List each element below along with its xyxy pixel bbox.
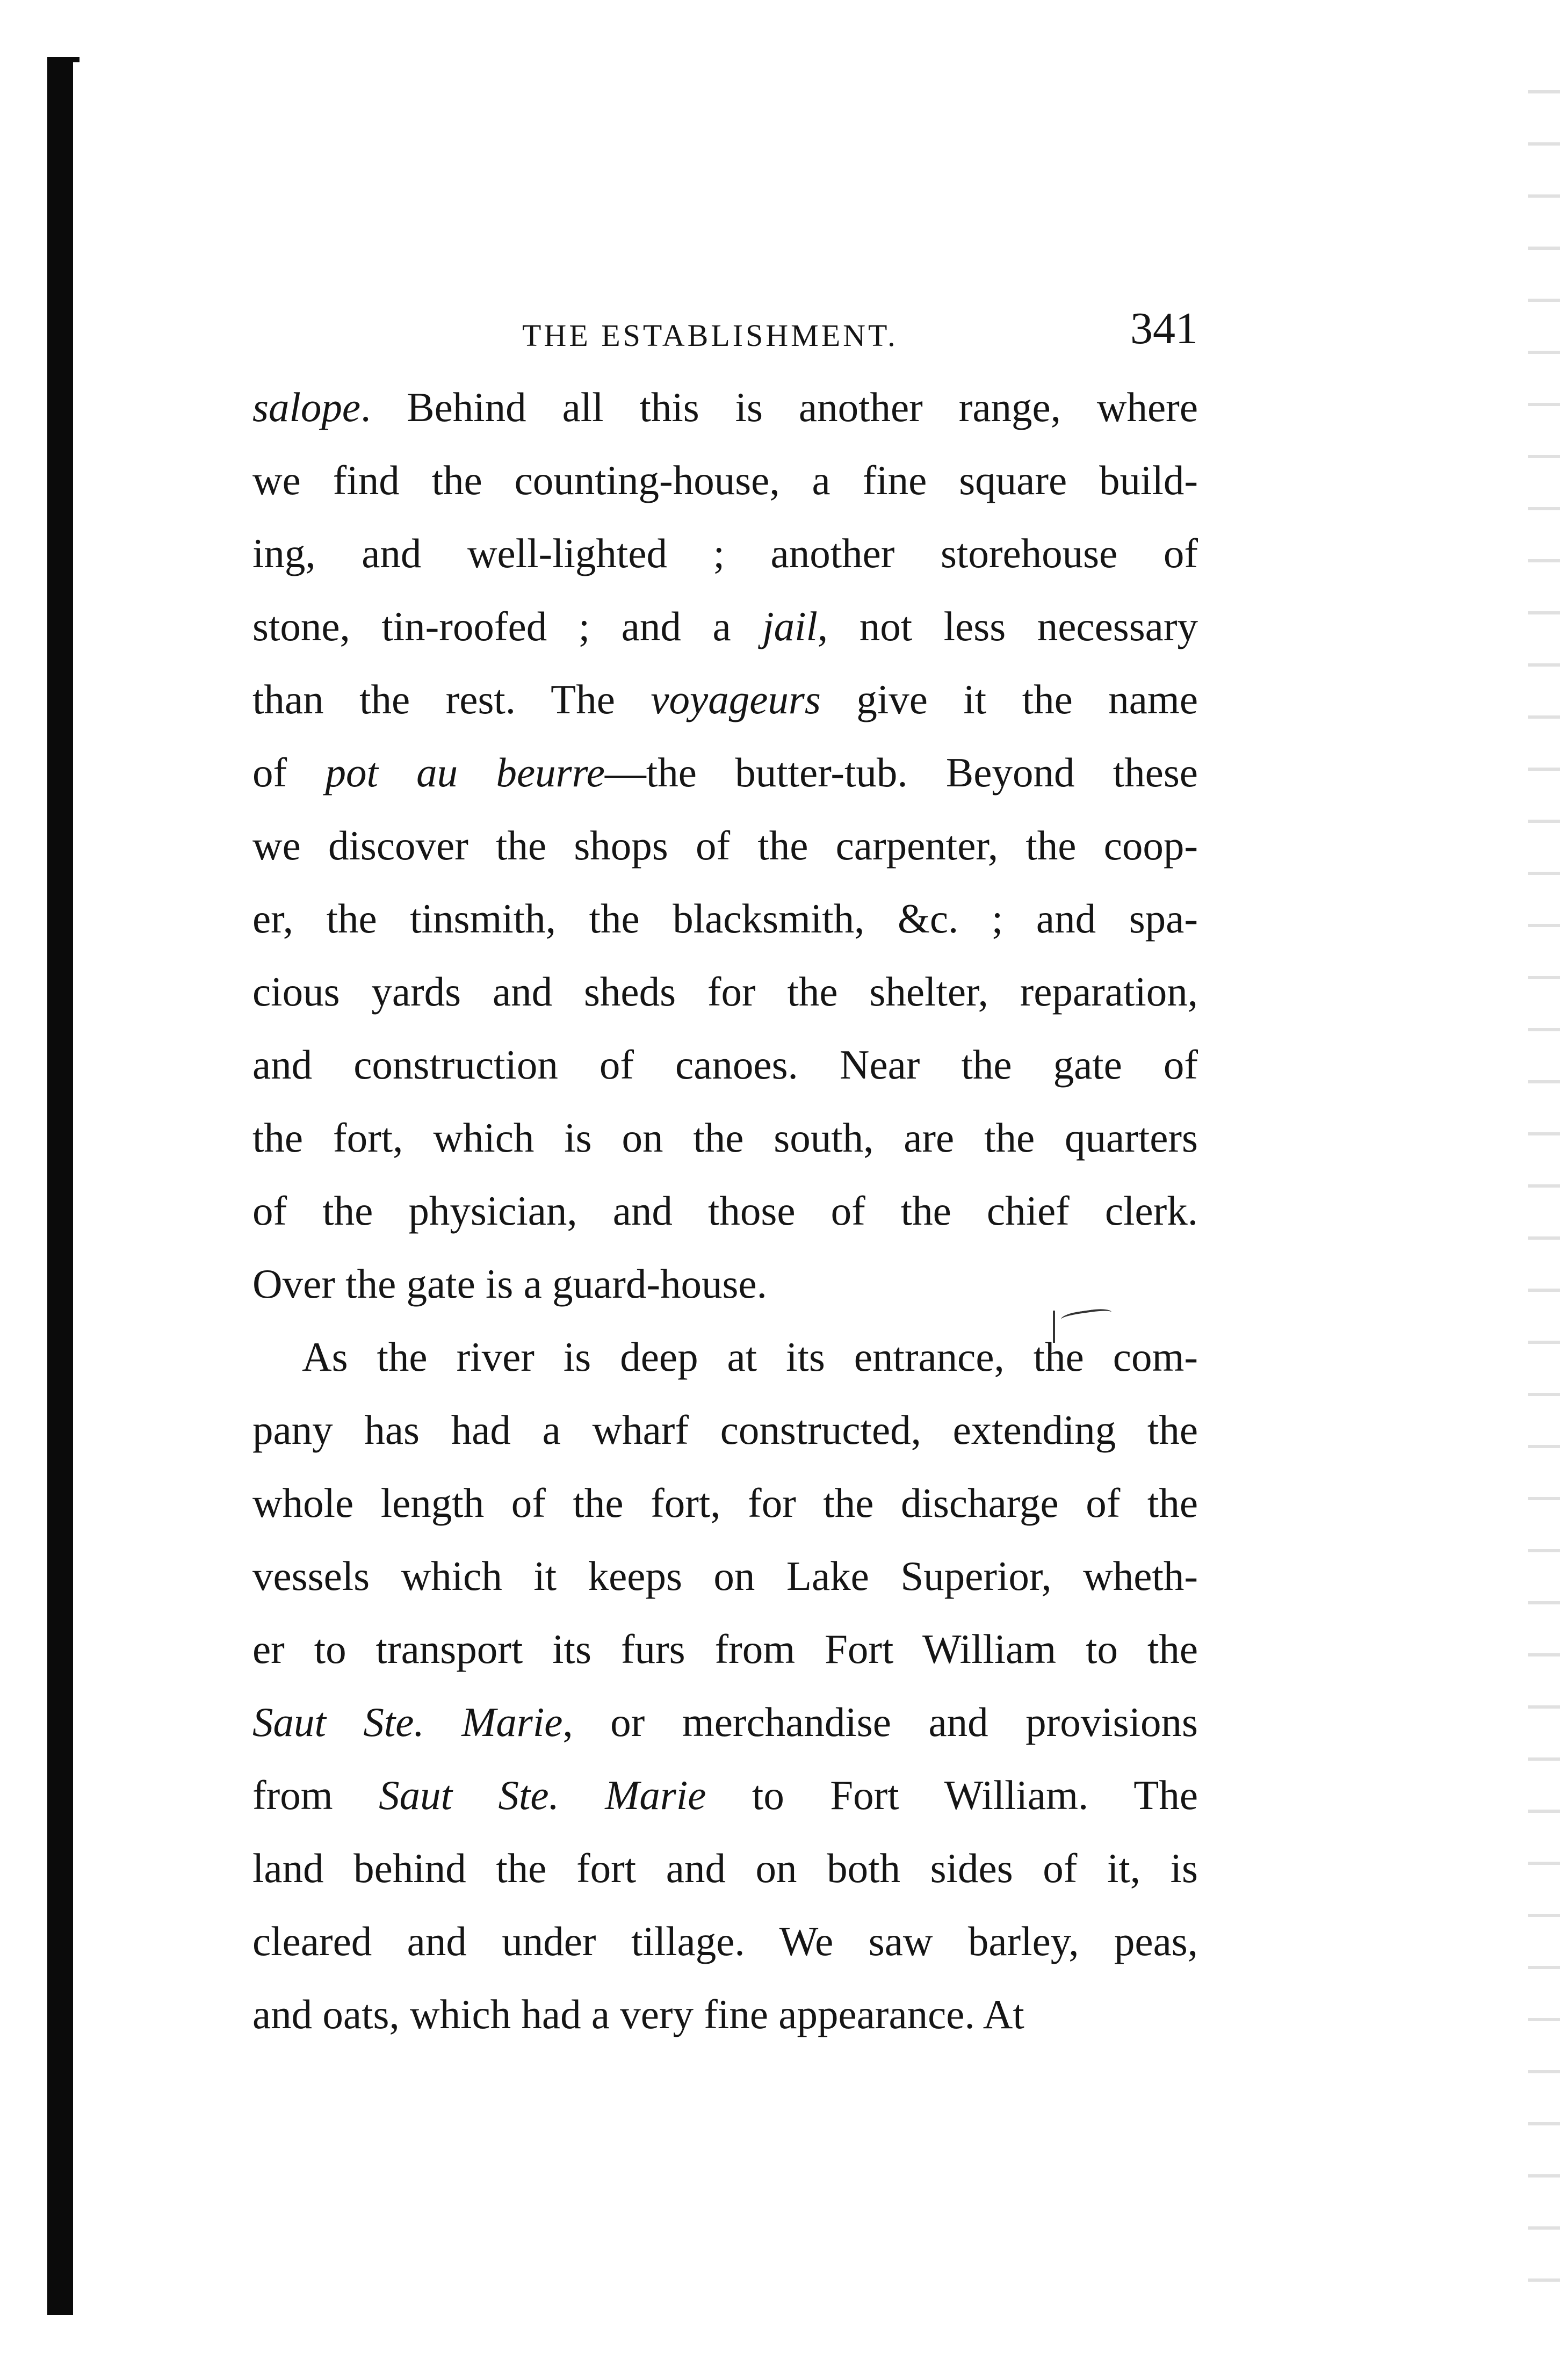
text-line bbox=[252, 736, 1198, 809]
body-text bbox=[252, 371, 1198, 2051]
text-line bbox=[252, 1466, 1198, 1539]
text-line bbox=[252, 955, 1198, 1028]
text-run: vessels which it keeps on Lake Superior, wheth- bbox=[252, 1553, 1198, 1599]
text-run: we find the counting-house, a fine square build- bbox=[252, 457, 1198, 503]
text-run: than the rest. The bbox=[252, 676, 651, 722]
text-run: of bbox=[252, 749, 326, 795]
page-number: 341 bbox=[1130, 303, 1198, 353]
text-line bbox=[252, 663, 1198, 736]
text-run: ing, and well-lighted ; another storehouse of bbox=[252, 530, 1198, 576]
text-run: Over the gate is a guard-house. bbox=[252, 1261, 767, 1307]
text-line bbox=[252, 1685, 1198, 1759]
page-edge-bleed bbox=[1528, 70, 1560, 2326]
text-run: , not less necessary bbox=[817, 603, 1198, 649]
text-run: cious yards and sheds for the shelter, reparation, bbox=[252, 968, 1198, 1015]
text-run: and oats, which had a very fine appearance. At bbox=[252, 1991, 1024, 2037]
text-line bbox=[252, 590, 1198, 663]
text-run: land behind the fort and on both sides of it, is bbox=[252, 1845, 1198, 1891]
text-run: cleared and under tillage. We saw barley, peas, bbox=[252, 1918, 1198, 1964]
pencil-mark bbox=[1053, 1311, 1058, 1343]
text-run: from bbox=[252, 1772, 379, 1818]
text-line bbox=[252, 1101, 1198, 1174]
italic-text: Saut Ste. Marie bbox=[252, 1699, 563, 1745]
running-head-title: THE ESTABLISHMENT. bbox=[522, 318, 898, 353]
text-run: to Fort William. The bbox=[706, 1772, 1198, 1818]
text-line bbox=[252, 1759, 1198, 1832]
text-line bbox=[252, 1612, 1198, 1685]
text-run: As the river is deep at its entrance, the com- bbox=[302, 1334, 1198, 1380]
text-run: stone, tin-roofed ; and a bbox=[252, 603, 763, 649]
text-run: pany has had a wharf constructed, extending the bbox=[252, 1407, 1198, 1453]
text-run: whole length of the fort, for the discharge of the bbox=[252, 1480, 1198, 1526]
italic-text: salope bbox=[252, 384, 361, 430]
text-run: we discover the shops of the carpenter, the coop- bbox=[252, 822, 1198, 869]
text-run: give it the name bbox=[820, 676, 1198, 722]
text-line bbox=[252, 444, 1198, 517]
text-line bbox=[252, 1393, 1198, 1466]
text-line bbox=[252, 1832, 1198, 1905]
italic-text: pot au beurre bbox=[325, 749, 605, 795]
italic-text: voyageurs bbox=[651, 676, 821, 722]
running-head bbox=[252, 298, 1198, 357]
text-run: of the physician, and those of the chief clerk. bbox=[252, 1188, 1198, 1234]
text-run: the fort, which is on the south, are the quarters bbox=[252, 1115, 1198, 1161]
text-run: , or merchandise and provisions bbox=[562, 1699, 1198, 1745]
text-line bbox=[252, 882, 1198, 955]
text-run: er to transport its furs from Fort William to the bbox=[252, 1626, 1198, 1672]
binding-edge bbox=[47, 59, 73, 2315]
text-run: er, the tinsmith, the blacksmith, &c. ; and spa- bbox=[252, 895, 1198, 942]
text-line bbox=[252, 1905, 1198, 1978]
text-line bbox=[252, 1247, 1198, 1320]
text-run: and construction of canoes. Near the gate of bbox=[252, 1041, 1198, 1088]
text-line bbox=[252, 1539, 1198, 1612]
text-line bbox=[252, 371, 1198, 444]
italic-text: Saut Ste. Marie bbox=[379, 1772, 706, 1818]
text-line bbox=[252, 1028, 1198, 1101]
text-line bbox=[252, 809, 1198, 882]
binding-edge-cap bbox=[47, 57, 80, 62]
text-run: —the butter-tub. Beyond these bbox=[604, 749, 1198, 795]
text-line bbox=[252, 1174, 1198, 1247]
text-line bbox=[252, 517, 1198, 590]
italic-text: jail bbox=[762, 603, 818, 649]
text-run: . Behind all this is another range, where bbox=[360, 384, 1198, 430]
text-line bbox=[252, 1978, 1198, 2051]
